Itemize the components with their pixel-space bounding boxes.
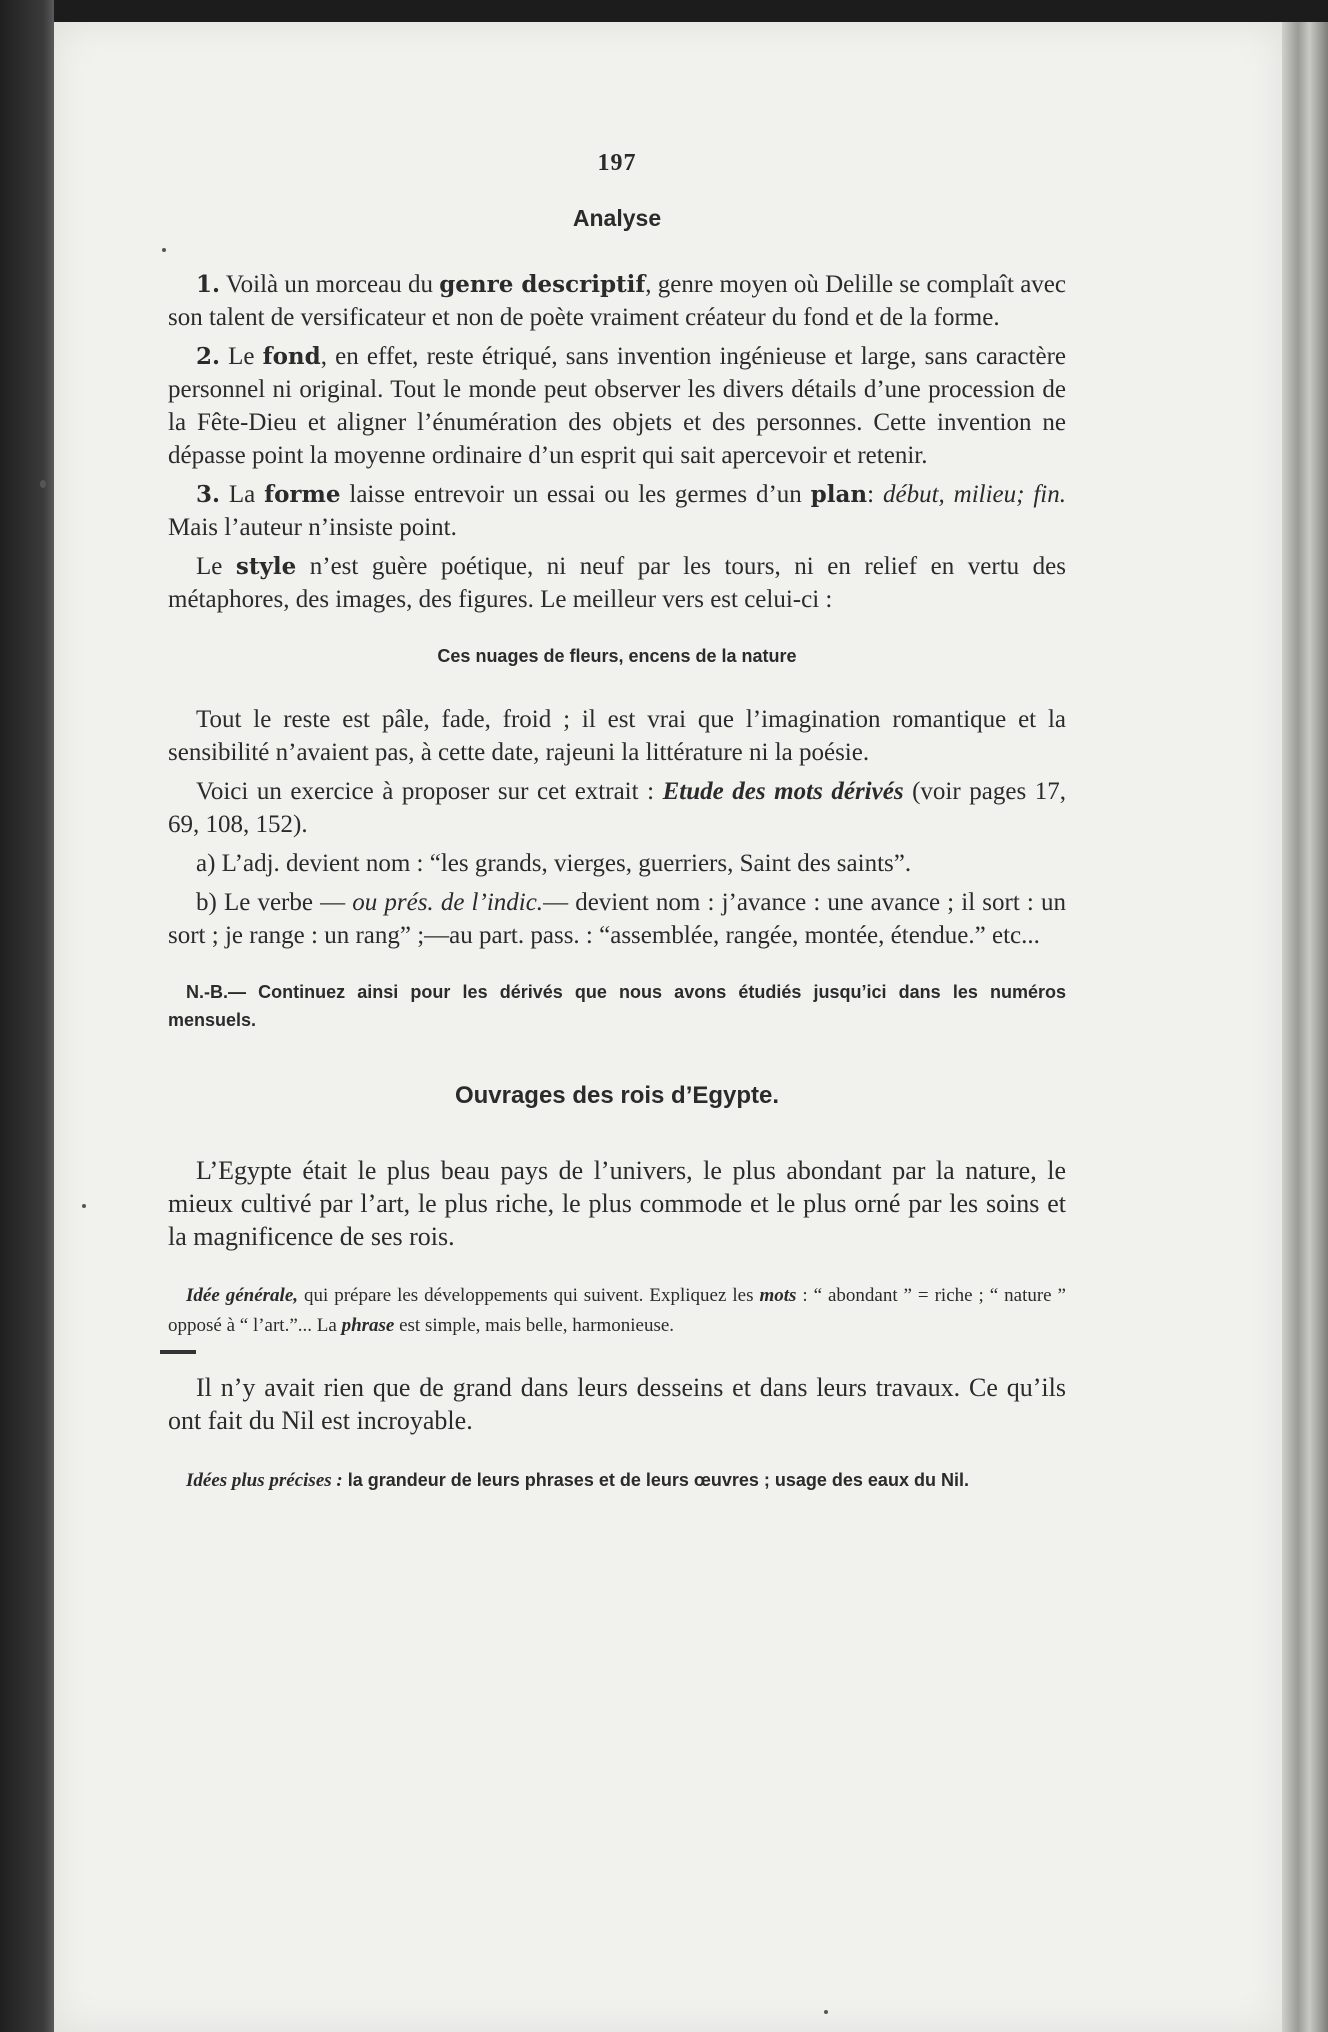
ink-speck bbox=[162, 248, 166, 252]
paragraph-6-text-b: (voir pages 17, 69, 108, 152). bbox=[168, 778, 1066, 838]
paragraph-8-text-b: — devient nom : j’avance : une avance ; il sort : un sort ; je range : un rang” ;—au part. pass. : “assemblée, rangée, montée, étendue.” etc... bbox=[168, 889, 1066, 949]
paragraph-3-text-a: La bbox=[220, 481, 265, 508]
egypte-note-2 bbox=[168, 1465, 1066, 1496]
paragraph-3-italic: début, milieu; fin. bbox=[882, 481, 1066, 508]
egypte-note-1-italic-2: mots bbox=[759, 1285, 797, 1306]
section-title-egypte: Ouvrages des rois d’Egypte. bbox=[454, 1082, 780, 1109]
paragraph-3-text-b: laisse entrevoir un essai ou les germes d’un bbox=[340, 481, 811, 508]
paragraph-2-text-b: , en effet, reste étriqué, sans invention ingénieuse et large, sans caractère personnel ni original. Tout le monde peut observer les divers détails d’une procession de la Fête-Dieu et aligner l’énumération des objets et des personnes. Cette invention ne dépasse point la moyenne ordinaire d’un esprit qui sait apercevoir et retenir. bbox=[168, 343, 1066, 469]
paragraph-4-text-a: Le bbox=[196, 553, 236, 580]
paragraph-4-text-b: n’est guère poétique, ni neuf par les tours, ni en relief en vertu des métaphores, des images, des figures. Le meilleur vers est celui-ci : bbox=[168, 553, 1066, 613]
paragraph-8-italic: ou prés. de l’indic. bbox=[352, 889, 544, 916]
paragraph-1 bbox=[168, 268, 1066, 334]
page-stack-edge bbox=[1282, 22, 1328, 2032]
ink-speck bbox=[82, 1204, 86, 1208]
paragraph-2-bold: fond bbox=[262, 343, 321, 370]
egypte-note-1-italic: Idée générale, bbox=[186, 1285, 299, 1306]
paragraph-2-text-a: Le bbox=[220, 343, 263, 370]
quoted-verse: Ces nuages de fleurs, encens de la nature bbox=[437, 646, 797, 666]
egypte-note-1-text-a: qui prépare les développements qui suivent. Expliquez les bbox=[298, 1285, 760, 1306]
paragraph-3-bold-2: plan bbox=[810, 481, 868, 508]
paragraph-1-number: 1. bbox=[196, 271, 221, 298]
nota-bene-note: N.-B.— Continuez ainsi pour les dérivés que nous avons étudiés jusqu’ici dans les numéros mensuels. bbox=[168, 982, 1066, 1030]
paragraph-2-number: 2. bbox=[196, 343, 221, 370]
paragraph-3-number: 3. bbox=[196, 481, 221, 508]
paragraph-4-bold: style bbox=[235, 553, 297, 580]
paragraph-2 bbox=[168, 340, 1066, 472]
egypte-note-1 bbox=[168, 1281, 1066, 1341]
paragraph-3 bbox=[168, 478, 1066, 544]
paragraph-6 bbox=[168, 775, 1066, 841]
ink-speck bbox=[40, 480, 46, 488]
scanner-left-edge bbox=[0, 0, 54, 2032]
egypte-note-2-text: la grandeur de leurs phrases et de leurs œuvres ; usage des eaux du Nil. bbox=[342, 1470, 969, 1490]
margin-dash-mark bbox=[160, 1350, 196, 1354]
paragraph-1-text-a: Voilà un morceau du bbox=[220, 271, 440, 298]
paragraph-3-bold: forme bbox=[264, 481, 341, 508]
egypte-note-2-italic: Idées plus précises : bbox=[186, 1470, 343, 1491]
paragraph-8 bbox=[168, 886, 1066, 952]
paragraph-8-text-a: b) Le verbe — bbox=[196, 889, 353, 916]
egypte-note-1-text-c: est simple, mais belle, harmonieuse. bbox=[394, 1315, 675, 1336]
egypte-paragraph-2: Il n’y avait rien que de grand dans leurs desseins et dans leurs travaux. Ce qu’ils ont fait du Nil est incroyable. bbox=[168, 1373, 1066, 1435]
paragraph-3-text-d: Mais l’auteur n’insiste point. bbox=[168, 514, 457, 541]
paragraph-7: a) L’adj. devient nom : “les grands, vierges, guerriers, Saint des saints”. bbox=[196, 850, 912, 877]
paragraph-3-text-c: : bbox=[867, 481, 883, 508]
egypte-paragraph-1: L’Egypte était le plus beau pays de l’univers, le plus abondant par la nature, le mieux cultivé par l’art, le plus riche, le plus commode et le plus orné par les soins et la magnificence de ses rois. bbox=[168, 1156, 1066, 1251]
paragraph-6-italic: Etude des mots dérivés bbox=[662, 778, 904, 805]
egypte-note-1-italic-3: phrase bbox=[341, 1315, 395, 1336]
paragraph-6-text-a: Voici un exercice à proposer sur cet extrait : bbox=[196, 778, 663, 805]
paragraph-1-bold: genre descriptif bbox=[439, 271, 646, 298]
page-content bbox=[168, 150, 1066, 1526]
ink-speck bbox=[824, 2010, 828, 2014]
paragraph-4 bbox=[168, 550, 1066, 616]
paragraph-1-text-b: , genre moyen où Delille se complaît avec son talent de versificateur et non de poète vraiment créateur du fond et de la forme. bbox=[168, 271, 1066, 331]
page-number: 197 bbox=[597, 150, 637, 176]
section-heading-analyse: Analyse bbox=[572, 205, 662, 231]
paragraph-5: Tout le reste est pâle, fade, froid ; il est vrai que l’imagination romantique et la sensibilité n’avaient pas, à cette date, rajeuni la littérature ni la poésie. bbox=[168, 706, 1066, 766]
egypte-note-1-text-b: : “ abondant ” = riche ; “ nature ” opposé à “ l’art.”... La bbox=[168, 1285, 1066, 1336]
